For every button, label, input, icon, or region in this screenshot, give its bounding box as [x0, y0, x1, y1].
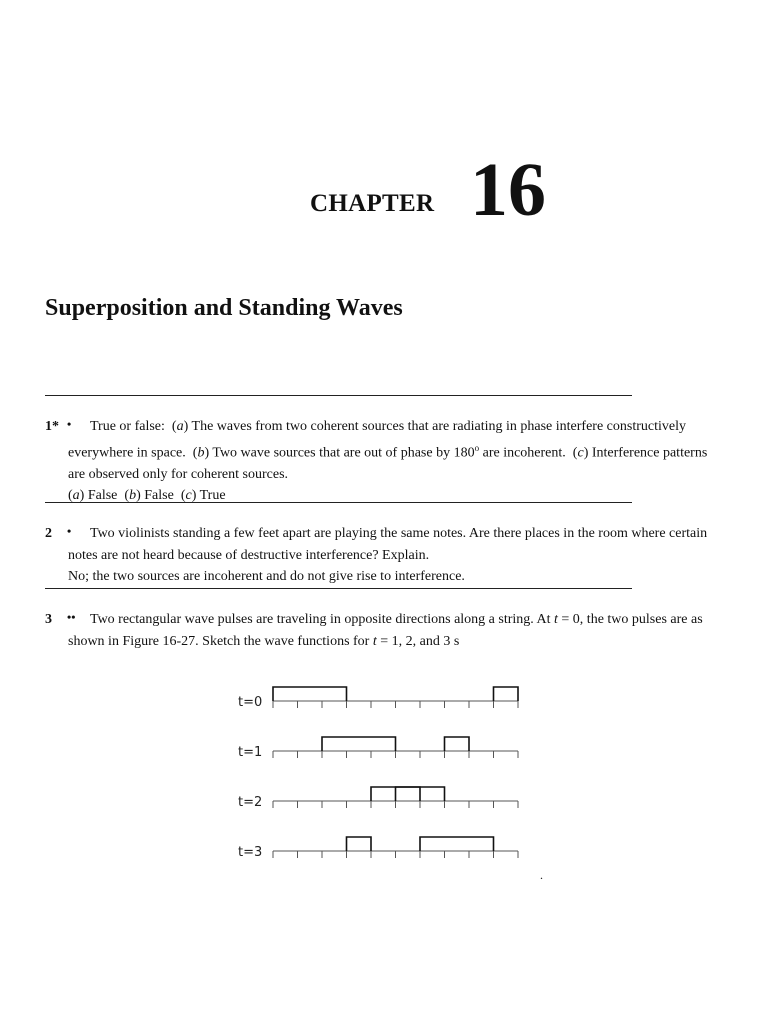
- time-label: t=3: [238, 845, 263, 860]
- divider-rule: [45, 502, 632, 503]
- problem-answer: No; the two sources are incoherent and do not give rise to interference.: [68, 569, 465, 584]
- problem-number: 1*: [45, 419, 59, 434]
- stray-mark: .: [540, 868, 543, 882]
- problem-question: Two rectangular wave pulses are traveling in opposite directions along a string. At t = 0, the two pulses are as shown in Figure 16-27. Sketch the wave functions for t = 1, 2, and 3 s: [68, 612, 703, 649]
- chapter-number: 16: [470, 148, 546, 232]
- problem-1: [45, 416, 720, 507]
- wave-pulse: [445, 737, 470, 751]
- time-label: t=2: [238, 795, 263, 810]
- problem-number: 3: [45, 612, 52, 627]
- difficulty-marker: •: [67, 524, 72, 538]
- difficulty-marker: •: [67, 417, 72, 431]
- divider-rule: [45, 395, 632, 396]
- wave-pulse: [494, 687, 519, 701]
- figure-wave-pulses: [230, 675, 530, 870]
- divider-rule: [45, 588, 632, 589]
- problem-3: [45, 609, 720, 652]
- chapter-label: CHAPTER: [310, 190, 435, 217]
- problem-question: True or false: (a) The waves from two coherent sources that are radiating in phase interfere constructively everywhere in space. (b) Two wave sources that are out of phase by 180$^o$ are incoherent. (c) Interference patterns are observed only for coherent sources.: [68, 419, 708, 482]
- problem-question: Two violinists standing a few feet apart are playing the same notes. Are there places in the room where certain notes are not heard because of destructive interference? Explain.: [68, 526, 708, 563]
- difficulty-marker: ••: [67, 610, 76, 624]
- chapter-title: Superposition and Standing Waves: [45, 295, 403, 321]
- time-label: t=1: [238, 745, 263, 760]
- problem-number: 2: [45, 526, 52, 541]
- wave-pulse: [420, 837, 494, 851]
- problem-2: [45, 523, 720, 588]
- problem-answer: (a) False (b) False (c) True: [68, 488, 226, 504]
- wave-pulse: [347, 837, 372, 851]
- wave-pulse: [396, 787, 421, 801]
- wave-pulse: [371, 787, 445, 801]
- wave-pulse: [322, 737, 396, 751]
- time-label: t=0: [238, 695, 263, 710]
- wave-pulse: [273, 687, 347, 701]
